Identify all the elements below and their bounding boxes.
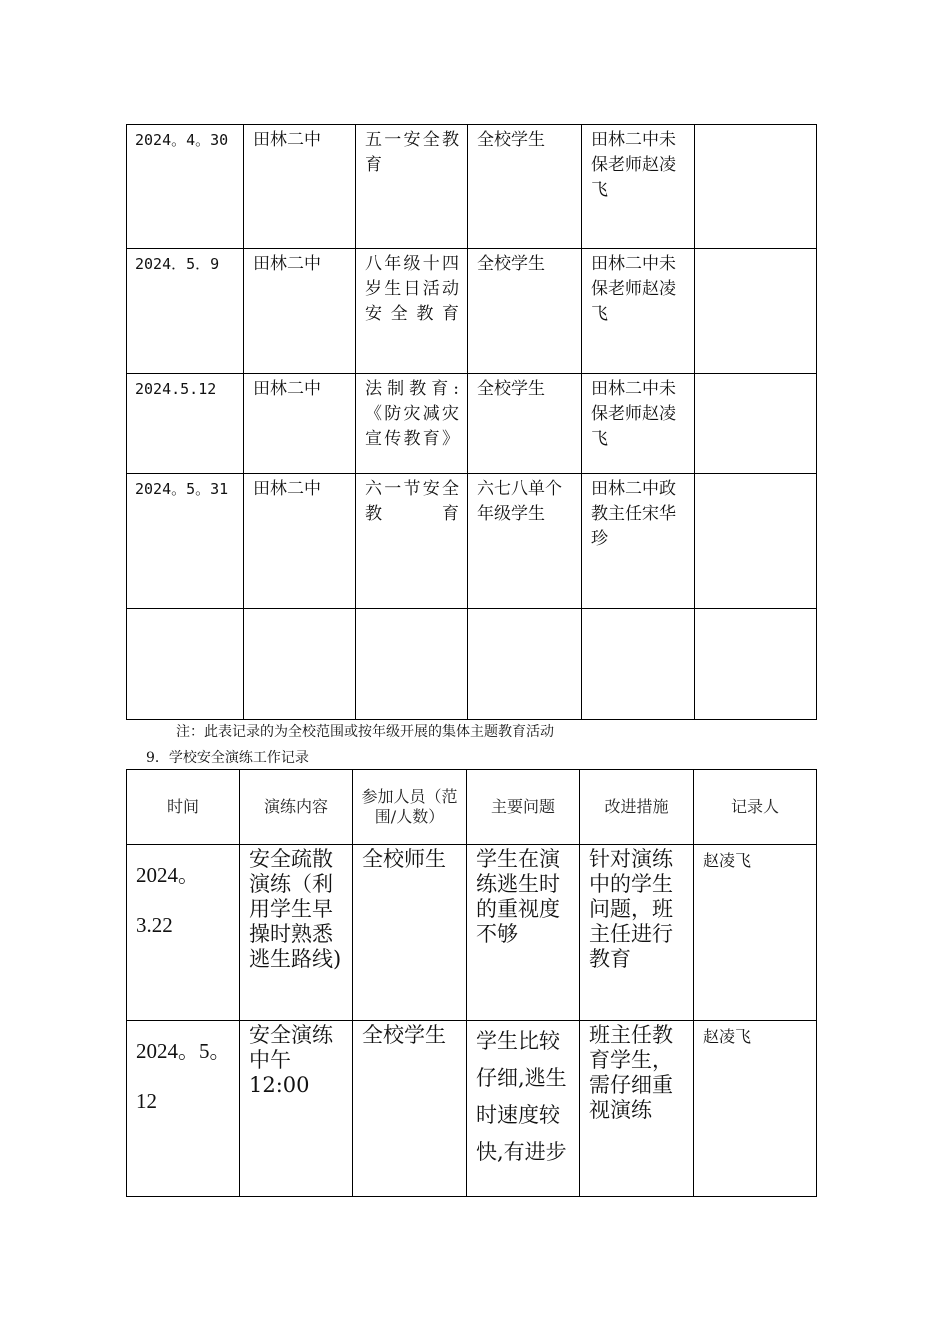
place-cell <box>244 609 356 720</box>
place-cell: 田林二中 <box>244 374 356 474</box>
date-cell: 2024。5。31 <box>127 474 244 609</box>
content-cell: 八年级十四岁生日活动安全教育 <box>356 249 468 374</box>
table-row <box>127 249 817 374</box>
header-problem: 主要问题 <box>467 770 580 845</box>
place-cell: 田林二中 <box>244 125 356 249</box>
table-row <box>127 845 817 1021</box>
date-cell: 2024.5.12 <box>127 374 244 474</box>
recorder-cell: 赵凌飞 <box>694 1021 817 1197</box>
table-header-row <box>127 770 817 845</box>
date-cell: 2024。3.22 <box>127 845 240 1021</box>
speaker-cell <box>582 609 695 720</box>
measure-cell: 针对演练中的学生问题，班主任进行教育 <box>580 845 694 1021</box>
content-cell <box>356 609 468 720</box>
header-recorder: 记录人 <box>694 770 817 845</box>
participants-cell: 全校师生 <box>353 845 467 1021</box>
drill-table <box>126 769 817 1197</box>
date-cell: 2024。4。30 <box>127 125 244 249</box>
remark-cell <box>695 374 817 474</box>
header-measure: 改进措施 <box>580 770 694 845</box>
problem-cell: 学生比较仔细,逃生时速度较快,有进步 <box>467 1021 580 1197</box>
participants-cell: 全校学生 <box>468 374 582 474</box>
measure-cell: 班主任教育学生，需仔细重视演练 <box>580 1021 694 1197</box>
participants-cell: 全校学生 <box>468 249 582 374</box>
participants-cell: 全校学生 <box>353 1021 467 1197</box>
date-cell: 2024．5．9 <box>127 249 244 374</box>
content-cell: 安全疏散演练（利用学生早操时熟悉逃生路线) <box>240 845 353 1021</box>
header-content: 演练内容 <box>240 770 353 845</box>
place-cell: 田林二中 <box>244 474 356 609</box>
content-cell: 六一节安全教育 <box>356 474 468 609</box>
date-cell: 2024。5。12 <box>127 1021 240 1197</box>
header-time: 时间 <box>127 770 240 845</box>
participants-cell: 全校学生 <box>468 125 582 249</box>
content-cell: 安全演练中午12:00 <box>240 1021 353 1197</box>
section-title: 9．学校安全演练工作记录 <box>146 750 309 766</box>
table-note: 注：此表记录的为全校范围或按年级开展的集体主题教育活动 <box>176 724 554 740</box>
content-cell: 法制教育:《防灾减灾宣传教育》 <box>356 374 468 474</box>
remark-cell <box>695 609 817 720</box>
table-row <box>127 374 817 474</box>
date-cell <box>127 609 244 720</box>
remark-cell <box>695 125 817 249</box>
remark-cell <box>695 249 817 374</box>
table-row <box>127 125 817 249</box>
activity-table <box>126 124 817 720</box>
participants-cell: 六七八单个年级学生 <box>468 474 582 609</box>
table-row <box>127 474 817 609</box>
problem-cell: 学生在演练逃生时的重视度不够 <box>467 845 580 1021</box>
speaker-cell: 田林二中未保老师赵凌飞 <box>582 374 695 474</box>
speaker-cell: 田林二中政教主任宋华珍 <box>582 474 695 609</box>
content-cell: 五一安全教育 <box>356 125 468 249</box>
participants-cell <box>468 609 582 720</box>
table-row <box>127 1021 817 1197</box>
recorder-cell: 赵凌飞 <box>694 845 817 1021</box>
place-cell: 田林二中 <box>244 249 356 374</box>
speaker-cell: 田林二中未保老师赵凌飞 <box>582 249 695 374</box>
table-row <box>127 609 817 720</box>
remark-cell <box>695 474 817 609</box>
speaker-cell: 田林二中未保老师赵凌飞 <box>582 125 695 249</box>
header-participants: 参加人员（范围/人数） <box>353 770 467 845</box>
